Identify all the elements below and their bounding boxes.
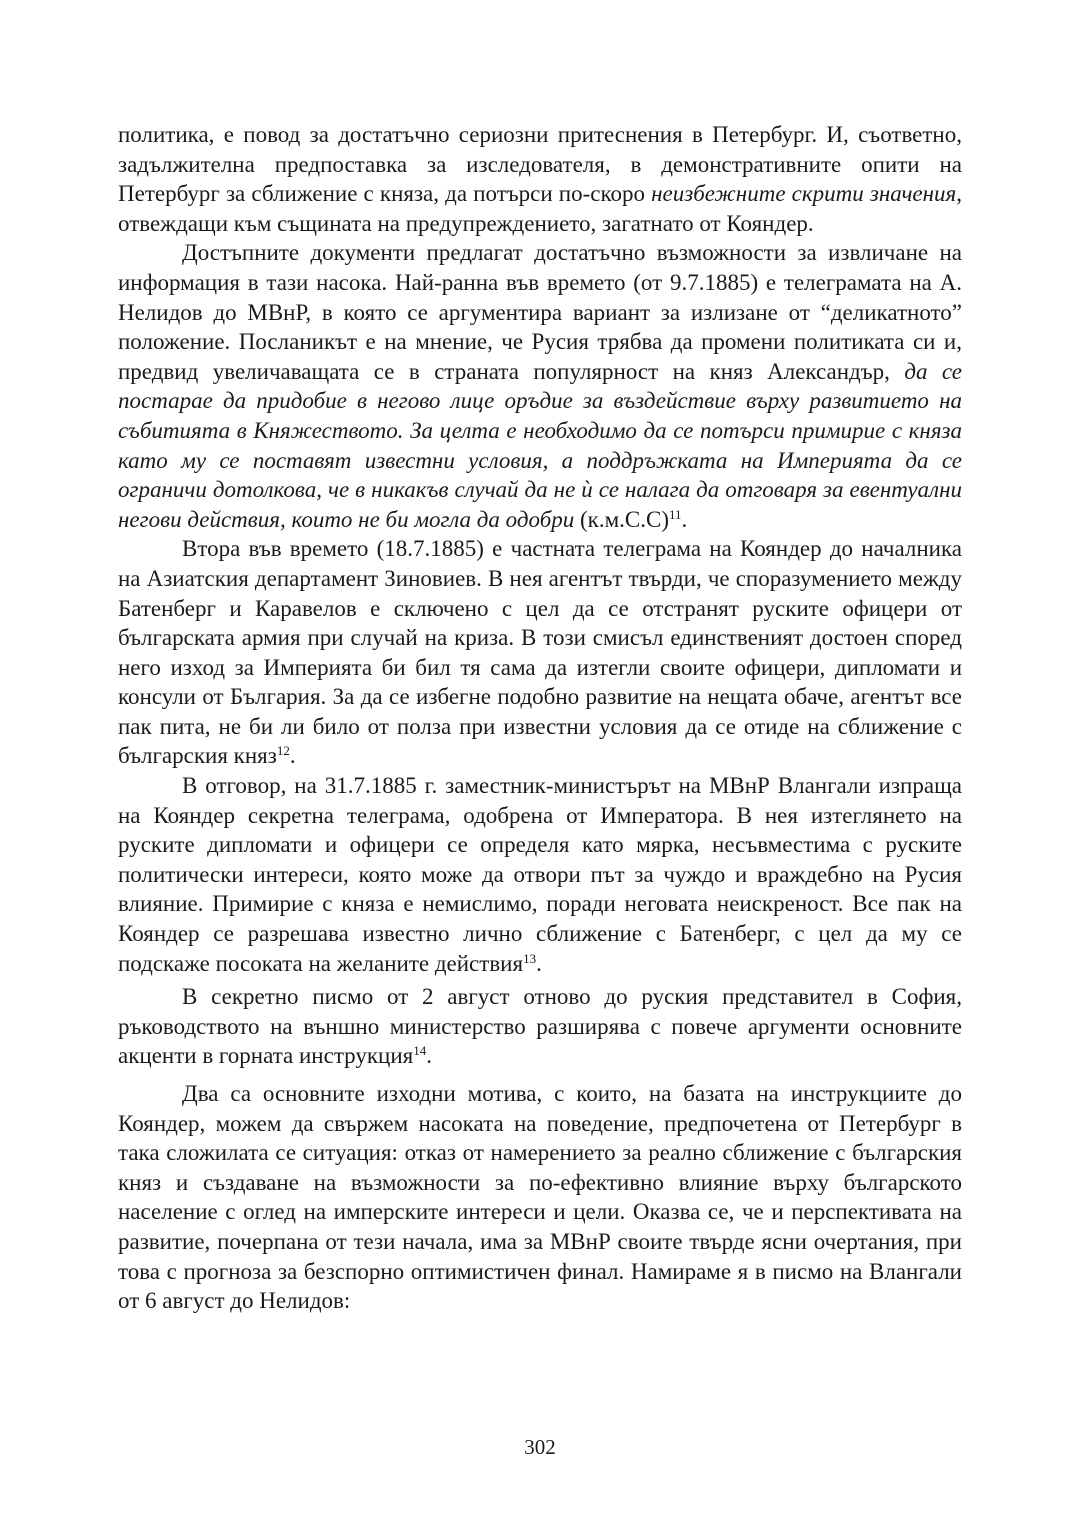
- footnote-ref-11[interactable]: 11: [669, 506, 682, 522]
- page-number: 302: [524, 1435, 556, 1459]
- paragraph-6: [118, 1079, 962, 1316]
- text-run: Втора във времето (18.7.1885) е частната телеграма на Кояндер до началника на Азиатския департамент Зиновиев. В нея агентът твърди, че споразумението между Батенберг и Каравелов е сключено с цел да се отстранят руските офицери от българската армия при случай на криза. В този смисъл единственият достоен според него изход за Империята би бил тя сама да изтегли своите офицери, дипломати и консули от България. За да се избегне подобно развитие на нещата обаче, агентът все пак пита, не би ли било от полза при известни условия да се отиде на сближение с българския княз: [118, 536, 962, 769]
- emphasis-text: да се постарае да придобие в негово лице оръдие за въздействие върху развитието на събитията в Княжеството. За целта е необходимо да се потърси примирие с княза като му се поставят известни условия, а поддръжката на Империята да се ограничи дотолкова, че в никакъв случай да не ѝ се налага да отговаря за евентуални негови действия, които не би могла да одобри: [118, 358, 962, 532]
- body-text: [118, 120, 962, 1316]
- footnote-ref-13[interactable]: 13: [523, 950, 537, 966]
- text-run: (к.м.С.С): [574, 506, 669, 532]
- paragraph-3: [118, 534, 962, 771]
- text-run: .: [426, 1043, 432, 1069]
- text-run: политика, е повод за достатъчно сериозни притеснения в Петербург. И, съответно, задължителна предпоставка за изследователя, в демонстративните опити на Петербург за сближение с княза, да потърси по-скоро: [118, 122, 962, 207]
- text-run: В отговор, на 31.7.1885 г. заместник-министърът на МВнР Влангали изпраща на Кояндер секретна телеграма, одобрена от Императора. В нея изтеглянето на руските дипломати и офицери се определя като мярка, несъвместима с руските политически интереси, която може да отвори път за чуждо и враждебно на Русия влияние. Примирие с княза е немислимо, поради неговата неискреност. Все пак на Кояндер се разрешава известно лично сближение с Батенберг, с цел да му се подскаже посоката на желаните действия: [118, 773, 962, 976]
- paragraph-2: [118, 238, 962, 534]
- text-run: , отвеждащи към същината на предупреждението, загатнато от Кояндер.: [118, 181, 962, 236]
- text-run: В секретно писмо от 2 август отново до руския представител в София, ръководството на външно министерство разширява с повече аргументи основните акценти в горната инструкция: [118, 984, 962, 1069]
- text-run: .: [681, 506, 688, 532]
- text-run: Два са основните изходни мотива, с които, на базата на инструкциите до Кояндер, можем да свържем насоката на поведение, предпочетена от Петербург в така сложилата се ситуация: отказ от намерението за реално сближение с българския княз и създаване на възможности за по-ефективно влияние върху българското население с оглед на имперските интереси и цели. Оказва се, че и перспективата на развитие, почерпана от тези начала, има за МВнР своите твърде ясни очертания, при това с прогноза за безспорно оптимистичен финал. Намираме я в писмо на Влангали от 6 август до Нелидов:: [118, 1081, 962, 1314]
- footnote-ref-14[interactable]: 14: [413, 1043, 427, 1059]
- paragraph-5: [118, 982, 962, 1071]
- footnote-ref-12[interactable]: 12: [276, 743, 290, 759]
- emphasis-text: неизбежните скрити значения: [651, 181, 957, 207]
- text-run: .: [289, 743, 296, 769]
- paragraph-1: [118, 120, 962, 238]
- text-run: .: [536, 950, 542, 976]
- text-run: Достъпните документи предлагат достатъчно възможности за извличане на информация в тази насока. Най-ранна във времето (от 9.7.1885) е телеграмата на А. Нелидов до МВнР, в която се аргументира вариант за излизане от “деликатното” положение. Посланикът е на мнение, че Русия трябва да промени политиката си и, предвид увеличаващата се в страната популярност на княз Александър,: [118, 240, 962, 384]
- paragraph-4: [118, 771, 962, 978]
